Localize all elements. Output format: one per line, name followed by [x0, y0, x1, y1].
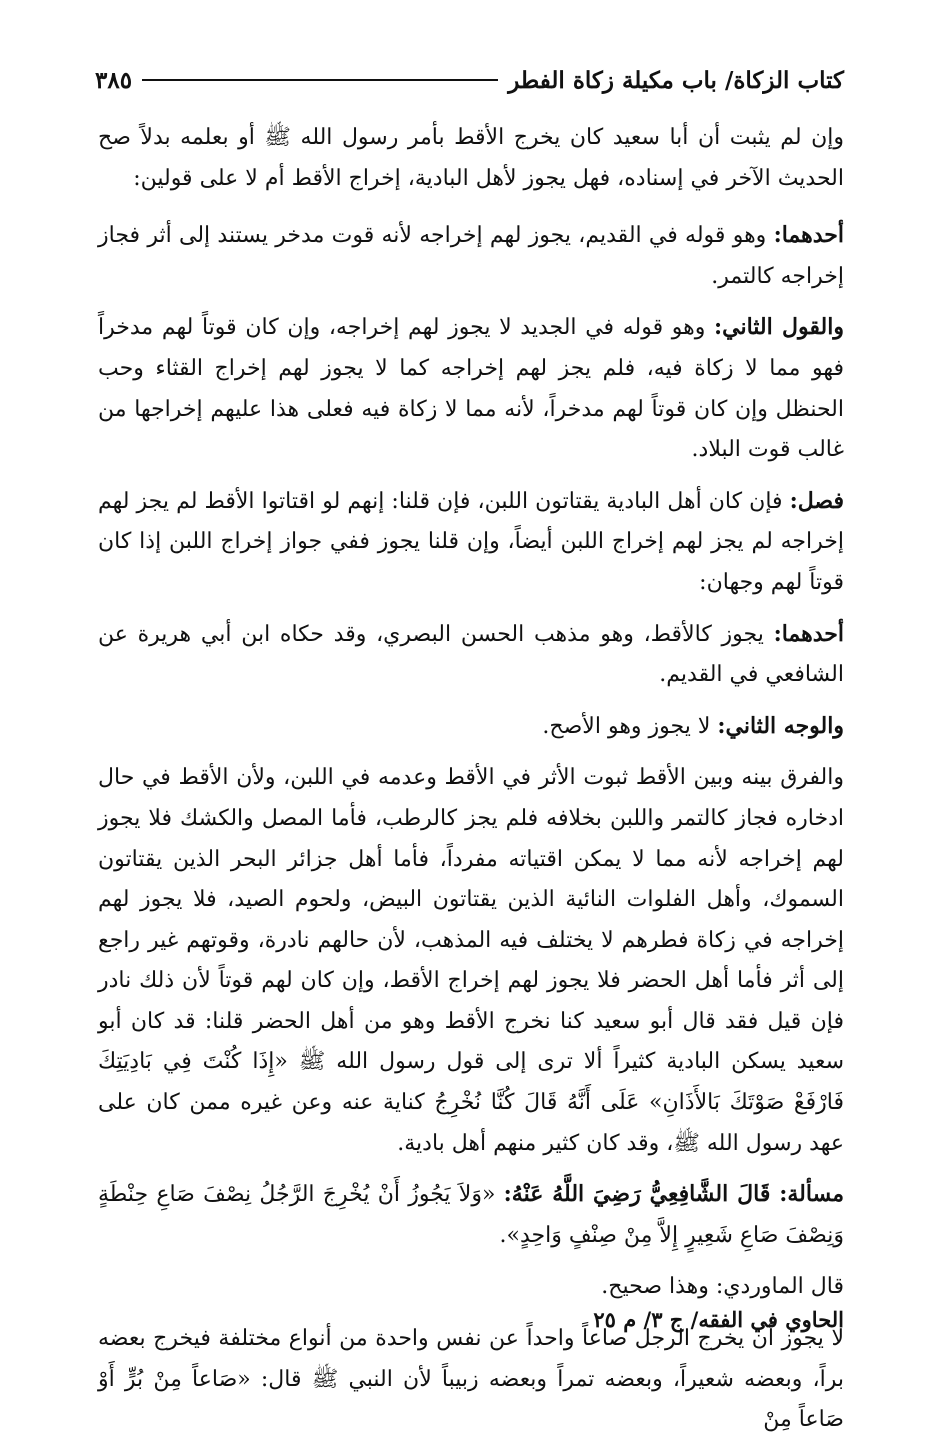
paragraph-text: يجوز كالأقط، وهو مذهب الحسن البصري، وقد حكاه ابن أبي هريرة عن الشافعي في القديم. — [98, 621, 844, 688]
paragraph-text: وإن لم يثبت أن أبا سعيد كان يخرج الأقط بأمر رسول الله ﷺ أو بعلمه بدلاً صح الحديث الآخر في إسناده، فهل يجوز لأهل البادية، إخراج الأقط أم لا على قولين: — [98, 125, 844, 191]
paragraph-text: والفرق بينه وبين الأقط ثبوت الأثر في الأقط وعدمه في اللبن، ولأن الأقط في حال ادخاره فجاز كالتمر واللبن بخلافه فلم يجز كالرطب، فأما المصل والكشك فلا يجوز لهم إخراجه لأنه مما لا يمكن اقتياته مفرداً، فأما أهل جزائر البحر الذين يقتاتون السموك، وأهل الفلوات النائية الذين يقتاتون البيض، ولحوم الصيد، فلا يجوز لهم إخراجه في زكاة فطرهم لا يختلف فيه المذهب، لأن حالهم نادرة، وقوتهم غير راجع إلى أثر فأما أهل الحضر فلا يجوز لهم إخراج الأقط، وإن كان لهم قوتاً لأن ذلك نادر فإن قيل فقد قال أبو سعيد كنا نخرج الأقط وهو من أهل الحضر قلنا: قد كان أبو سعيد يسكن البادية كثيراً ألا ترى إلى قول رسول الله ﷺ «إِذَا كُنْتَ فِي بَادِيَتِكَ فَارْفَعْ صَوْتَكَ بَالأَذَانِ» عَلَى أَنَّهُ قَالَ كُنَّا نُخْرِجُ كناية عنه وعن غيره ممن كان على عهد رسول الله ﷺ، وقد كان كثير منهم أهل بادية. — [98, 765, 844, 1156]
page-footer — [98, 1300, 844, 1340]
paragraph-7 — [98, 757, 844, 1164]
paragraph-text: لا يجوز أن يخرج الرجل صاعاً واحداً عن نفس واحدة من أنواع مختلفة فيخرج بعضه براً، وبعضه شعيراً، وبعضه تمراً وبعضه زبيباً لأن النبي ﷺ قال: «صَاعاً مِنْ بُرٍّ أَوْ صَاعاً مِنْ — [98, 1326, 844, 1433]
paragraph-8 — [98, 1174, 844, 1256]
paragraph-lead: أحدهما: — [773, 222, 844, 249]
paragraph-lead: أحدهما: — [773, 620, 844, 647]
paragraph-2 — [98, 215, 844, 297]
paragraph-1 — [98, 117, 844, 199]
paragraph-text: فإن كان أهل البادية يقتاتون اللبن، فإن قلنا: إنهم لو اقتاتوا الأقط لم يجز لهم إخراجه لم يجز لهم إخراج اللبن أيضاً، وإن قلنا يجوز ففي جواز إخراج اللبن إذا كان قوتاً لهم وجهان: — [98, 488, 844, 595]
paragraph-text: لا يجوز وهو الأصح. — [542, 713, 718, 739]
chapter-title: كتاب الزكاة/ باب مكيلة زكاة الفطر — [508, 66, 844, 94]
paragraph-text: وهو قوله في الجديد لا يجوز لهم إخراجه، وإن كان قوتاً لهم مدخراً فهو مما لا زكاة فيه، فلم يجز لهم إخراجه كما لا يجوز لهم إخراج القثاء وحب الحنظل وإن كان قوتاً لهم مدخراً، لأنه مما لا زكاة فيه فعلى هذا عليهم إخراجها من غالب قوت البلاد. — [98, 315, 844, 463]
header-rule — [142, 79, 498, 81]
paragraph-6 — [98, 706, 844, 748]
footer-signature: الحاوي في الفقه/ ج ٣/ م ٢٥ — [593, 1307, 844, 1332]
paragraph-lead: والقول الثاني: — [714, 314, 844, 341]
paragraph-text: قال الماوردي: وهذا صحيح. — [601, 1274, 844, 1300]
paragraph-5 — [98, 614, 844, 696]
paragraph-lead: والوجه الثاني: — [717, 712, 844, 739]
running-header — [95, 60, 844, 100]
page-body — [98, 117, 844, 1441]
paragraph-lead: مسألة: قَالَ الشَّافِعِيُّ رَضِيَ اللَّهُ عَنْهُ: — [503, 1181, 844, 1208]
page-number: ٣٨٥ — [95, 66, 133, 94]
paragraph-lead: فصل: — [789, 487, 844, 514]
paragraph-text: «وَلاَ يَجُوزُ أَنْ يُخْرِجَ الرَّجُلُ نِصْفَ صَاعِ حِنْطَةٍ وَنِصْفَ صَاعِ شَعِيرٍ إِلاَّ مِنْ صِنْفٍ وَاحِدٍ». — [98, 1182, 844, 1248]
paragraph-3 — [98, 307, 844, 470]
paragraph-4 — [98, 481, 844, 604]
paragraph-text: وهو قوله في القديم، يجوز لهم إخراجه لأنه قوت مدخر يستند إلى أثر فجاز إخراجه كالتمر. — [98, 223, 844, 289]
